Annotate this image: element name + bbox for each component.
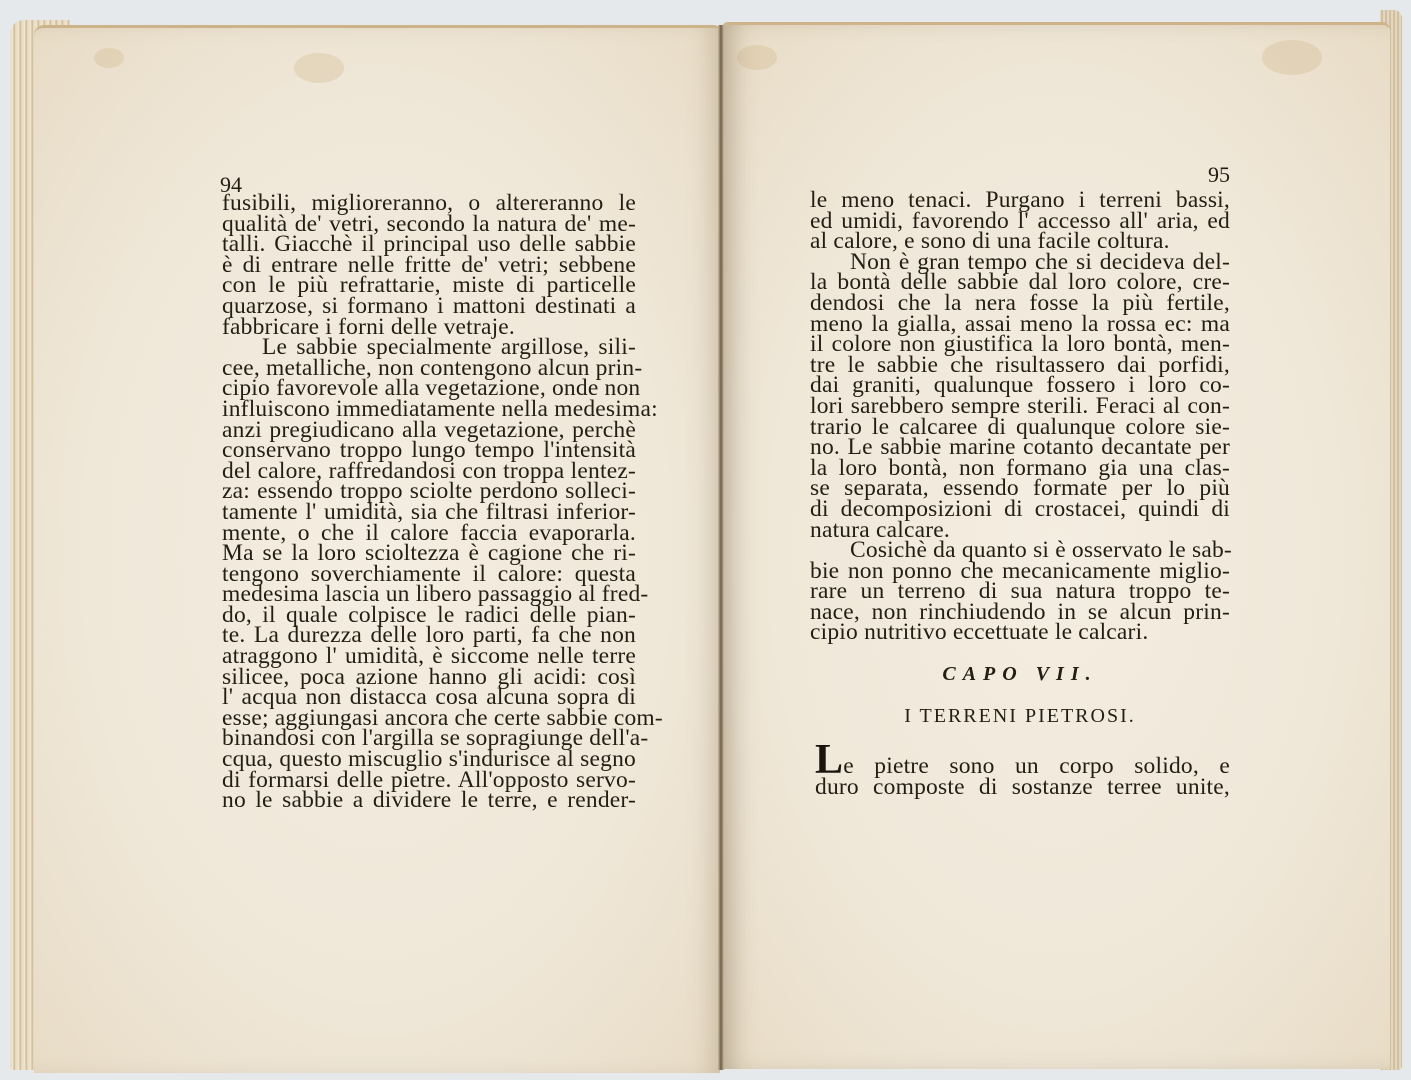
foxing-stain xyxy=(294,53,344,83)
text-line: del calore, raffredandosi con troppa lentez- xyxy=(222,457,636,484)
text-line: nace, non rinchiudendo in se alcun prin- xyxy=(810,598,1230,625)
text-line: cipio favorevole alla vegetazione, onde non xyxy=(222,375,641,402)
text-line: fabbricare i forni delle vetraje. xyxy=(222,313,516,340)
text-line: no. Le sabbie marine cotanto decantate per xyxy=(810,434,1230,461)
text-line: influiscono immediatamente nella medesima: xyxy=(222,395,658,422)
text-line xyxy=(815,737,1230,783)
left-page-body-text xyxy=(222,190,663,814)
text-line: esse; aggiungasi ancora che certe sabbie com- xyxy=(222,704,663,731)
text-line: il colore non giustifica la loro bontà, men- xyxy=(810,331,1230,358)
text-line: di decomposizioni di crostacei, quindi di xyxy=(810,495,1230,522)
text-line: è di entrare nelle fritte de' vetri; sebbene xyxy=(222,251,636,278)
foxing-stain xyxy=(94,48,124,68)
foxing-stain xyxy=(1262,40,1322,75)
text-line: tengono soverchiamente il calore: questa xyxy=(222,560,636,587)
text-line: ed umidi, favorendo l' accesso all' aria, ed xyxy=(810,207,1230,234)
text-line: rare un terreno di sua natura troppo te- xyxy=(810,578,1230,605)
foxing-stain xyxy=(737,45,777,70)
text-line: qualità de' vetri, secondo la natura de' me- xyxy=(222,210,636,237)
text-line: Cosichè da quanto si è osservato le sab- xyxy=(850,537,1232,564)
text-line: talli. Giacchè il principal uso delle sabbie xyxy=(222,231,636,258)
page-number-left: 94 xyxy=(220,172,242,197)
text-line: se separata, essendo formate per lo più xyxy=(810,475,1230,502)
text-line: natura calcare. xyxy=(810,516,950,543)
text-line: al calore, e sono di una facile coltura. xyxy=(810,228,1170,255)
text-line: cee, metalliche, non contengono alcun prin- xyxy=(222,354,643,381)
text-line: dendosi che la nera fosse la più fertile, xyxy=(810,289,1230,316)
text-line: tre le sabbie che risultassero dai porfidi, xyxy=(810,351,1230,378)
text-line: le meno tenaci. Purgano i terreni bassi, xyxy=(810,187,1230,213)
text-line: con le più refrattarie, miste di particelle xyxy=(222,272,636,299)
text-line: duro composte di sostanze terree unite, xyxy=(815,773,1230,800)
chapter-number: CAPO VII. xyxy=(942,663,1098,685)
text-line: la loro bontà, non formano gia una clas- xyxy=(810,454,1230,481)
text-line: cqua, questo miscuglio s'indurisce al segno xyxy=(222,746,636,773)
text-line: quarzose, si formano i mattoni destinati a xyxy=(222,292,636,319)
chapter-opening-paragraph xyxy=(815,737,1230,800)
text-line: do, il quale colpisce le radici delle pian- xyxy=(222,601,636,628)
text-line: binandosi con l'argilla se sopragiunge dell'a- xyxy=(222,725,649,752)
text-line: la bontà delle sabbie dal loro colore, cre- xyxy=(810,269,1230,296)
text-line: Non è gran tempo che si decideva del- xyxy=(850,248,1230,275)
text-line: Le sabbie specialmente argillose, sili- xyxy=(262,334,636,361)
right-page-body-text xyxy=(810,187,1232,646)
text-line: conservano troppo lungo tempo l'intensità xyxy=(222,437,636,464)
text-line: l' acqua non distacca cosa alcuna sopra di xyxy=(222,684,636,711)
text-line: dai graniti, qualunque fossero i loro co- xyxy=(810,372,1230,399)
text-line: fusibili, miglioreranno, o altereranno le xyxy=(222,190,636,216)
text-line: anzi pregiudicano alla vegetazione, perchè xyxy=(222,416,636,443)
text-line: trario le calcaree di qualunque colore sie- xyxy=(810,413,1230,440)
chapter-title: I TERRENI PIETROSI. xyxy=(904,705,1136,727)
drop-cap-letter: L xyxy=(815,737,844,783)
text-line: di formarsi delle pietre. All'opposto servo- xyxy=(222,766,636,793)
text-line: medesima lascia un libero passaggio al fred- xyxy=(222,581,649,608)
text-line: te. La durezza delle loro parti, fa che non xyxy=(222,622,636,649)
text-line: Ma se la loro scioltezza è cagione che ri- xyxy=(222,540,636,567)
text-line: za: essendo troppo sciolte perdono solleci- xyxy=(222,478,636,505)
text-line: mente, o che il calore faccia evaporarla. xyxy=(222,519,636,546)
text-line: cipio nutritivo eccettuate le calcari. xyxy=(810,619,1149,646)
text-fragment: e pietre sono un corpo solido, e xyxy=(843,753,1230,779)
text-line: meno la gialla, assai meno la rossa ec: ma xyxy=(810,310,1230,337)
book-gutter xyxy=(718,25,724,1070)
text-line: tamente l' umidità, sia che filtrasi inferior- xyxy=(222,498,636,525)
text-line: bie non ponno che mecanicamente miglio- xyxy=(810,557,1230,584)
text-line: silicee, poca azione hanno gli acidi: così xyxy=(222,663,636,690)
text-line: lori sarebbero sempre sterili. Feraci al con- xyxy=(810,392,1230,419)
text-line: no le sabbie a dividere le terre, e render- xyxy=(222,787,636,814)
page-number-right: 95 xyxy=(1208,162,1230,187)
text-line: atraggono l' umidità, è siccome nelle terre xyxy=(222,643,636,670)
